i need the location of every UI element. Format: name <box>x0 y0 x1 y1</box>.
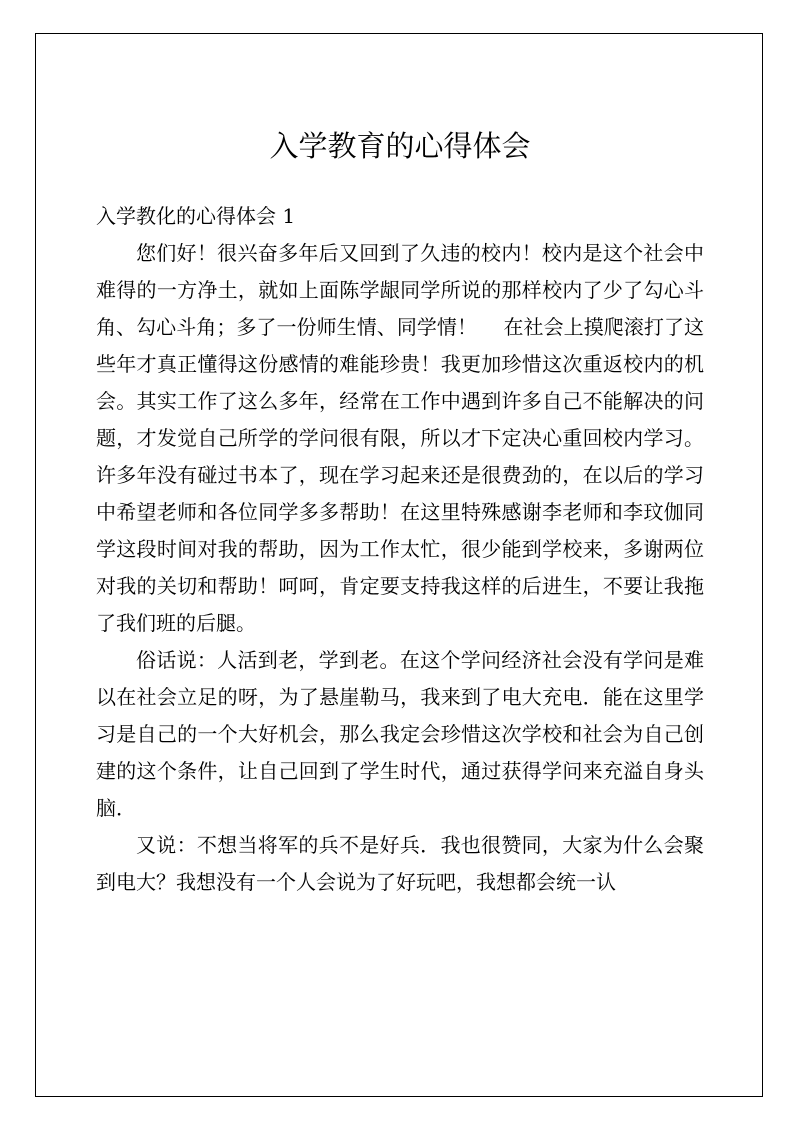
document-title: 入学教育的心得体会 <box>269 129 531 163</box>
paragraph-2: 俗话说：人活到老，学到老。在这个学问经济社会没有学问是难以在社会立足的呀，为了悬崖勒马，我来到了电大充电．能在这里学习是自己的一个大好机会，那么我定会珍惜这次学校和社会为自己创建的这个条件，让自己回到了学生时代，通过获得学问来充溢自身头脑． <box>96 648 704 820</box>
document-body <box>96 198 704 901</box>
paragraph-1: 您们好！很兴奋多年后又回到了久违的校内！校内是这个社会中难得的一方净土，就如上面陈学龈同学所说的那样校内了少了勾心斗角、勾心斗角；多了一份师生情、同学情！ 在社会上摸爬滚打了这些年才真正懂得这份感情的难能珍贵！我更加珍惜这次重返校内的机会。其实工作了这么多年，经常在工作中遇到许多自己不能解决的问题，才发觉自己所学的学问很有限，所以才下定决心重回校内学习。许多年没有碰过书本了，现在学习起来还是很费劲的，在以后的学习中希望老师和各位同学多多帮助！在这里特殊感谢李老师和李玟伽同学这段时间对我的帮助，因为工作太忙，很少能到学校来，多谢两位对我的关切和帮助！呵呵，肯定要支持我这样的后进生，不要让我拖了我们班的后腿。 <box>96 241 704 635</box>
paragraph-3: 又说：不想当将军的兵不是好兵．我也很赞同，大家为什么会聚到电大？我想没有一个人会说为了好玩吧，我想都会统一认 <box>96 833 704 894</box>
section-subtitle: 入学教化的心得体会 1 <box>96 204 296 228</box>
